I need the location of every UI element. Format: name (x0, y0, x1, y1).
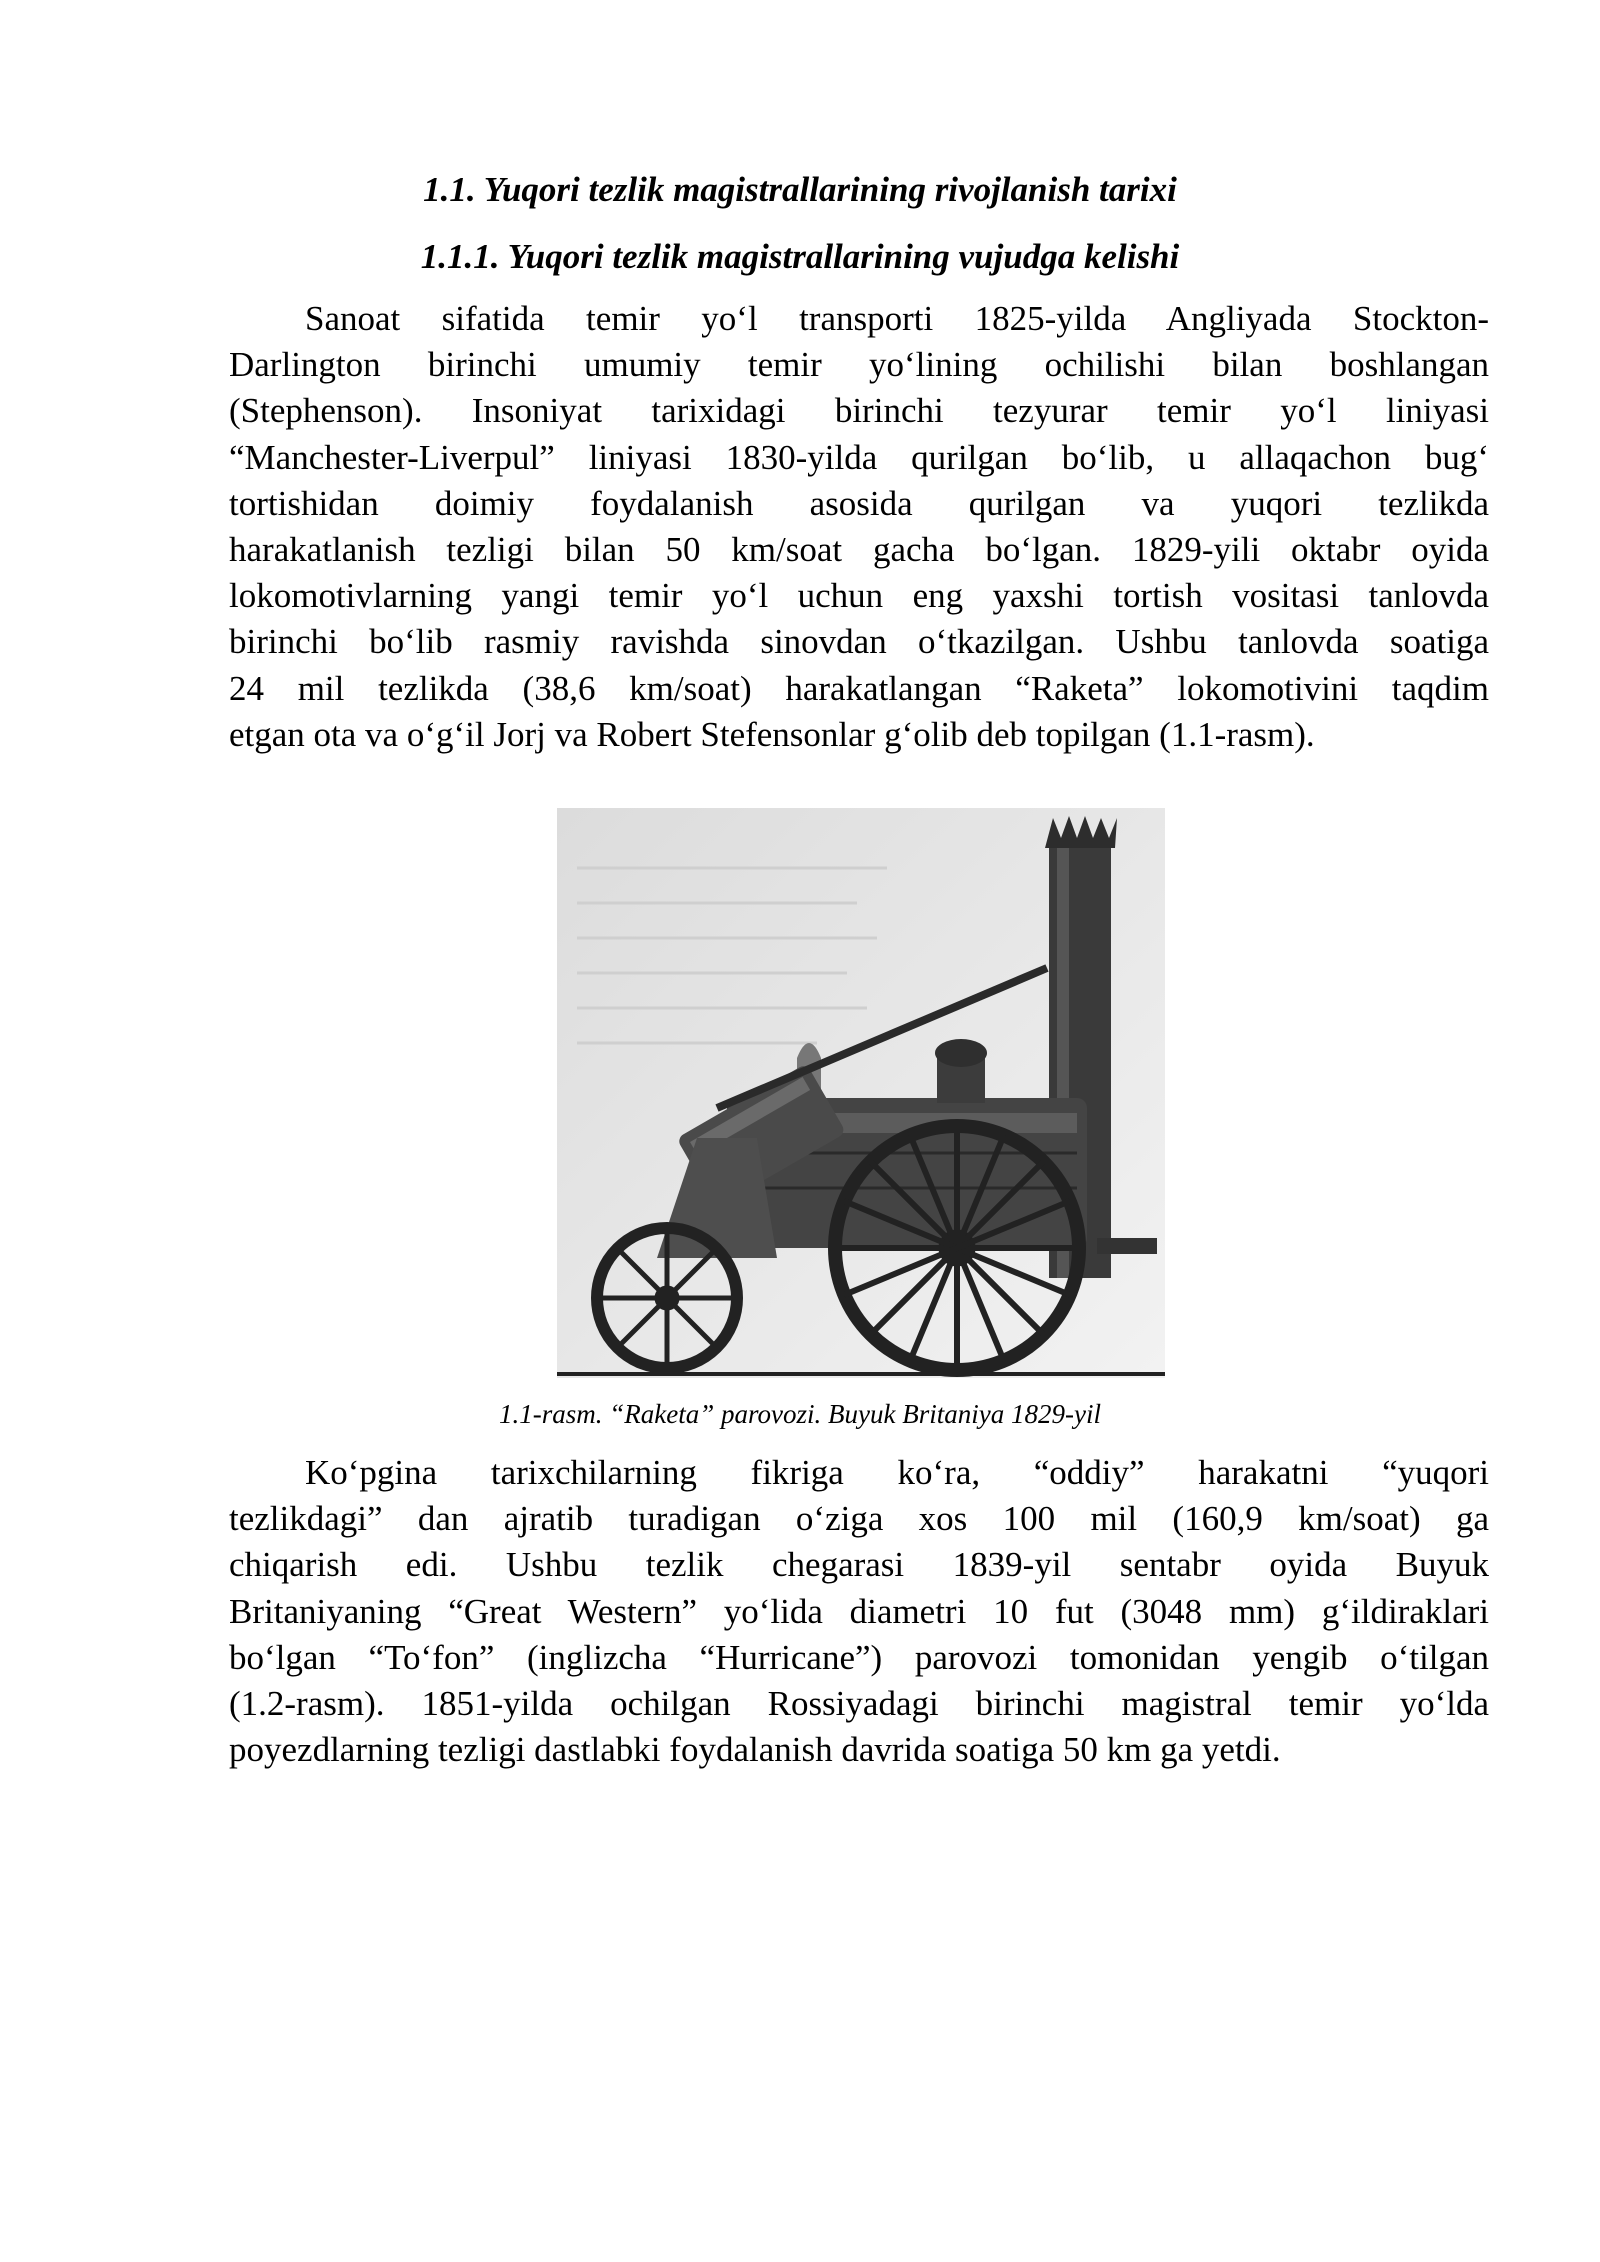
paragraph-line: tortishidan doimiy foydalanish asosida qurilgan va yuqori tezlikda (229, 483, 1489, 523)
paragraph-line: (1.2-rasm). 1851-yilda ochilgan Rossiyadagi birinchi magistral temir yo‘lda (229, 1684, 1489, 1724)
large-wheel (835, 1126, 1079, 1370)
paragraph-line: (Stephenson). Insoniyat tarixidagi birinchi tezyurar temir yo‘l liniyasi (229, 391, 1489, 431)
small-wheel (597, 1228, 737, 1368)
section-heading: 1.1. Yuqori tezlik magistrallarining rivojlanish tarixi (423, 170, 1177, 209)
paragraph-line: bo‘lgan “To‘fon” (inglizcha “Hurricane”) parovozi tomonidan yengib o‘tilgan (229, 1637, 1489, 1677)
paragraph-line: 24 mil tezlikda (38,6 km/soat) harakatlangan “Raketa” lokomotivini taqdim (229, 668, 1489, 708)
figure-caption: 1.1-rasm. “Raketa” parovozi. Buyuk Britaniya 1829-yil (499, 1399, 1101, 1429)
paragraph-line: Darlington birinchi umumiy temir yo‘lining ochilishi bilan boshlangan (229, 345, 1489, 385)
paragraph-line: tezlikdagi” dan ajratib turadigan o‘ziga xos 100 mil (160,9 km/soat) ga (229, 1499, 1489, 1539)
paragraph-line: Sanoat sifatida temir yo‘l transporti 1825-yilda Angliyada Stockton- (305, 299, 1489, 338)
paragraph-line: “Manchester-Liverpul” liniyasi 1830-yilda qurilgan bo‘lib, u allaqachon bug‘ (229, 437, 1489, 477)
paragraph-2 (229, 1450, 1489, 1773)
subsection-heading: 1.1.1. Yuqori tezlik magistrallarining vujudga kelishi (420, 237, 1180, 276)
paragraph-line: etgan ota va o‘g‘il Jorj va Robert Stefensonlar g‘olib deb topilgan (1.1-rasm). (229, 714, 1315, 754)
rocket-locomotive-drawing (557, 808, 1165, 1378)
paragraph-1 (229, 296, 1489, 758)
paragraph-line: lokomotivlarning yangi temir yo‘l uchun eng yaxshi tortish vositasi tanlovda (229, 576, 1489, 616)
paragraph-line: harakatlanish tezligi bilan 50 km/soat gacha bo‘lgan. 1829-yili oktabr oyida (229, 530, 1489, 570)
paragraph-line: Britaniyaning “Great Western” yo‘lida diametri 10 fut (3048 mm) g‘ildiraklari (229, 1591, 1489, 1631)
paragraph-line: chiqarish edi. Ushbu tezlik chegarasi 1839-yil sentabr oyida Buyuk (229, 1545, 1489, 1585)
paragraph-line: birinchi bo‘lib rasmiy ravishda sinovdan o‘tkazilgan. Ushbu tanlovda soatiga (229, 622, 1489, 662)
locomotive-illustration (557, 808, 1165, 1378)
paragraph-line: Ko‘pgina tarixchilarning fikriga ko‘ra, “oddiy” harakatni “yuqori (305, 1453, 1489, 1492)
paragraph-line: poyezdlarning tezligi dastlabki foydalanish davrida soatiga 50 km ga yetdi. (229, 1730, 1281, 1770)
